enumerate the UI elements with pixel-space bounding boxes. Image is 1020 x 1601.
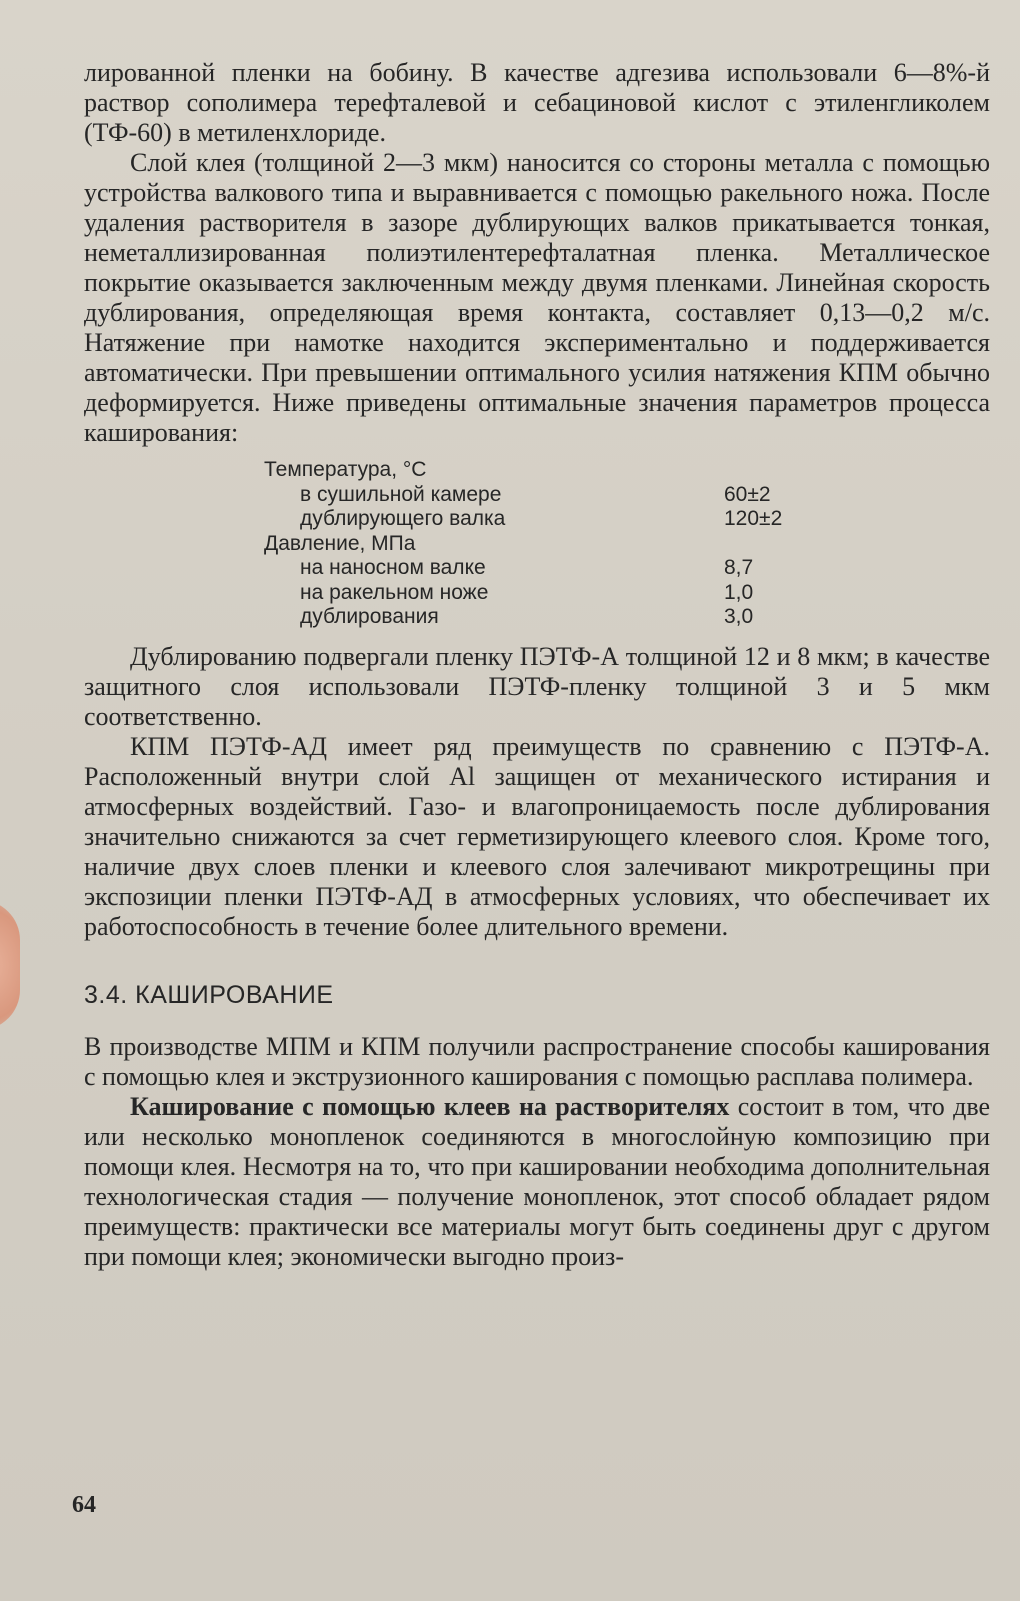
parameter-label: на ракельном ноже bbox=[300, 580, 489, 604]
parameters-group-pressure bbox=[264, 532, 824, 557]
parameter-value: 1,0 bbox=[724, 580, 754, 604]
page-content bbox=[84, 58, 990, 1272]
parameter-label: в сушильной камере bbox=[300, 482, 502, 506]
paragraph-film-thickness: Дублированию подвергали пленку ПЭТФ-А толщиной 12 и 8 мкм; в качестве защитного слоя использовали ПЭТФ-пленку толщиной 3 и 5 мкм соответственно. bbox=[84, 641, 990, 731]
parameters-heading-pressure: Давление, МПа bbox=[264, 531, 416, 555]
paragraph-advantages: КПМ ПЭТФ-АД имеет ряд преимуществ по сравнению с ПЭТФ-А. Расположенный внутри слой Al защищен от механического истирания и атмосферных воздействий. Газо- и влагопроницаемость после дублирования значительно снижаются за счет герметизирующего клеевого слоя. Кроме того, наличие двух слоев пленки и клеевого слоя залечивают микротрещины при экспозиции пленки ПЭТФ-АД в атмосферных условиях, что обеспечивает их работоспособность в течение более длительного времени. bbox=[84, 731, 990, 941]
parameter-value: 3,0 bbox=[724, 605, 754, 628]
parameter-value: 60±2 bbox=[724, 482, 771, 506]
parameter-label: на наносном валке bbox=[300, 556, 486, 579]
parameter-value: 120±2 bbox=[724, 507, 783, 530]
paragraph-section-intro: В производстве МПМ и КПМ получили распространение способы каширования с помощью клея и экструзионного каширования с помощью расплава полимера. bbox=[84, 1031, 990, 1091]
parameter-row bbox=[264, 556, 824, 581]
bold-term: Каширование с помощью клеев на растворителях bbox=[130, 1091, 730, 1121]
parameter-label: дублирующего валка bbox=[300, 507, 506, 530]
page-number: 64 bbox=[72, 1492, 96, 1518]
parameters-group-temperature bbox=[264, 458, 824, 483]
parameter-row bbox=[264, 483, 824, 508]
parameters-heading-temperature: Температура, °C bbox=[264, 458, 427, 481]
paragraph-continuation: лированной пленки на бобину. В качестве адгезива использовали 6—8%-й раствор сополимера терефталевой и себациновой кислот с этиленгликолем (ТФ-60) в метиленхлориде. bbox=[84, 58, 990, 147]
parameter-row bbox=[264, 507, 824, 532]
parameter-value: 8,7 bbox=[724, 556, 754, 579]
parameter-label: дублирования bbox=[300, 605, 439, 628]
finger-shadow bbox=[0, 900, 20, 1030]
parameter-row bbox=[264, 581, 824, 606]
paragraph-body: состоит в том, что две или несколько монопленок соединяются в многослойную композицию при помощи клея. Несмотря на то, что при кашировании необходима дополнительная технологическая стадия — получение монопленок, этот способ обладает рядом преимуществ: практически все материалы могут быть соединены друг с другом при помощи клея; экономически выгодно произ- bbox=[84, 1091, 991, 1271]
paragraph-process-description: Слой клея (толщиной 2—3 мкм) наносится со стороны металла с помощью устройства валкового типа и выравнивается с помощью ракельного ножа. После удаления растворителя в зазоре дублирующих валков прикатывается тонкая, неметаллизированная полиэтилентерефталатная пленка. Металлическое покрытие оказывается заключенным между двумя пленками. Линейная скорость дублирования, определяющая время контакта, составляет 0,13—0,2 м/с. Натяжение при намотке находится экспериментально и поддерживается автоматически. При превышении оптимального усилия натяжения КПМ обычно деформируется. Ниже приведены оптимальные значения параметров процесса каширования: bbox=[84, 148, 990, 447]
paragraph-solvent-adhesive bbox=[84, 1092, 990, 1272]
section-heading: 3.4. КАШИРОВАНИЕ bbox=[84, 980, 334, 1009]
parameter-row bbox=[264, 605, 824, 630]
parameters-table bbox=[264, 458, 824, 630]
